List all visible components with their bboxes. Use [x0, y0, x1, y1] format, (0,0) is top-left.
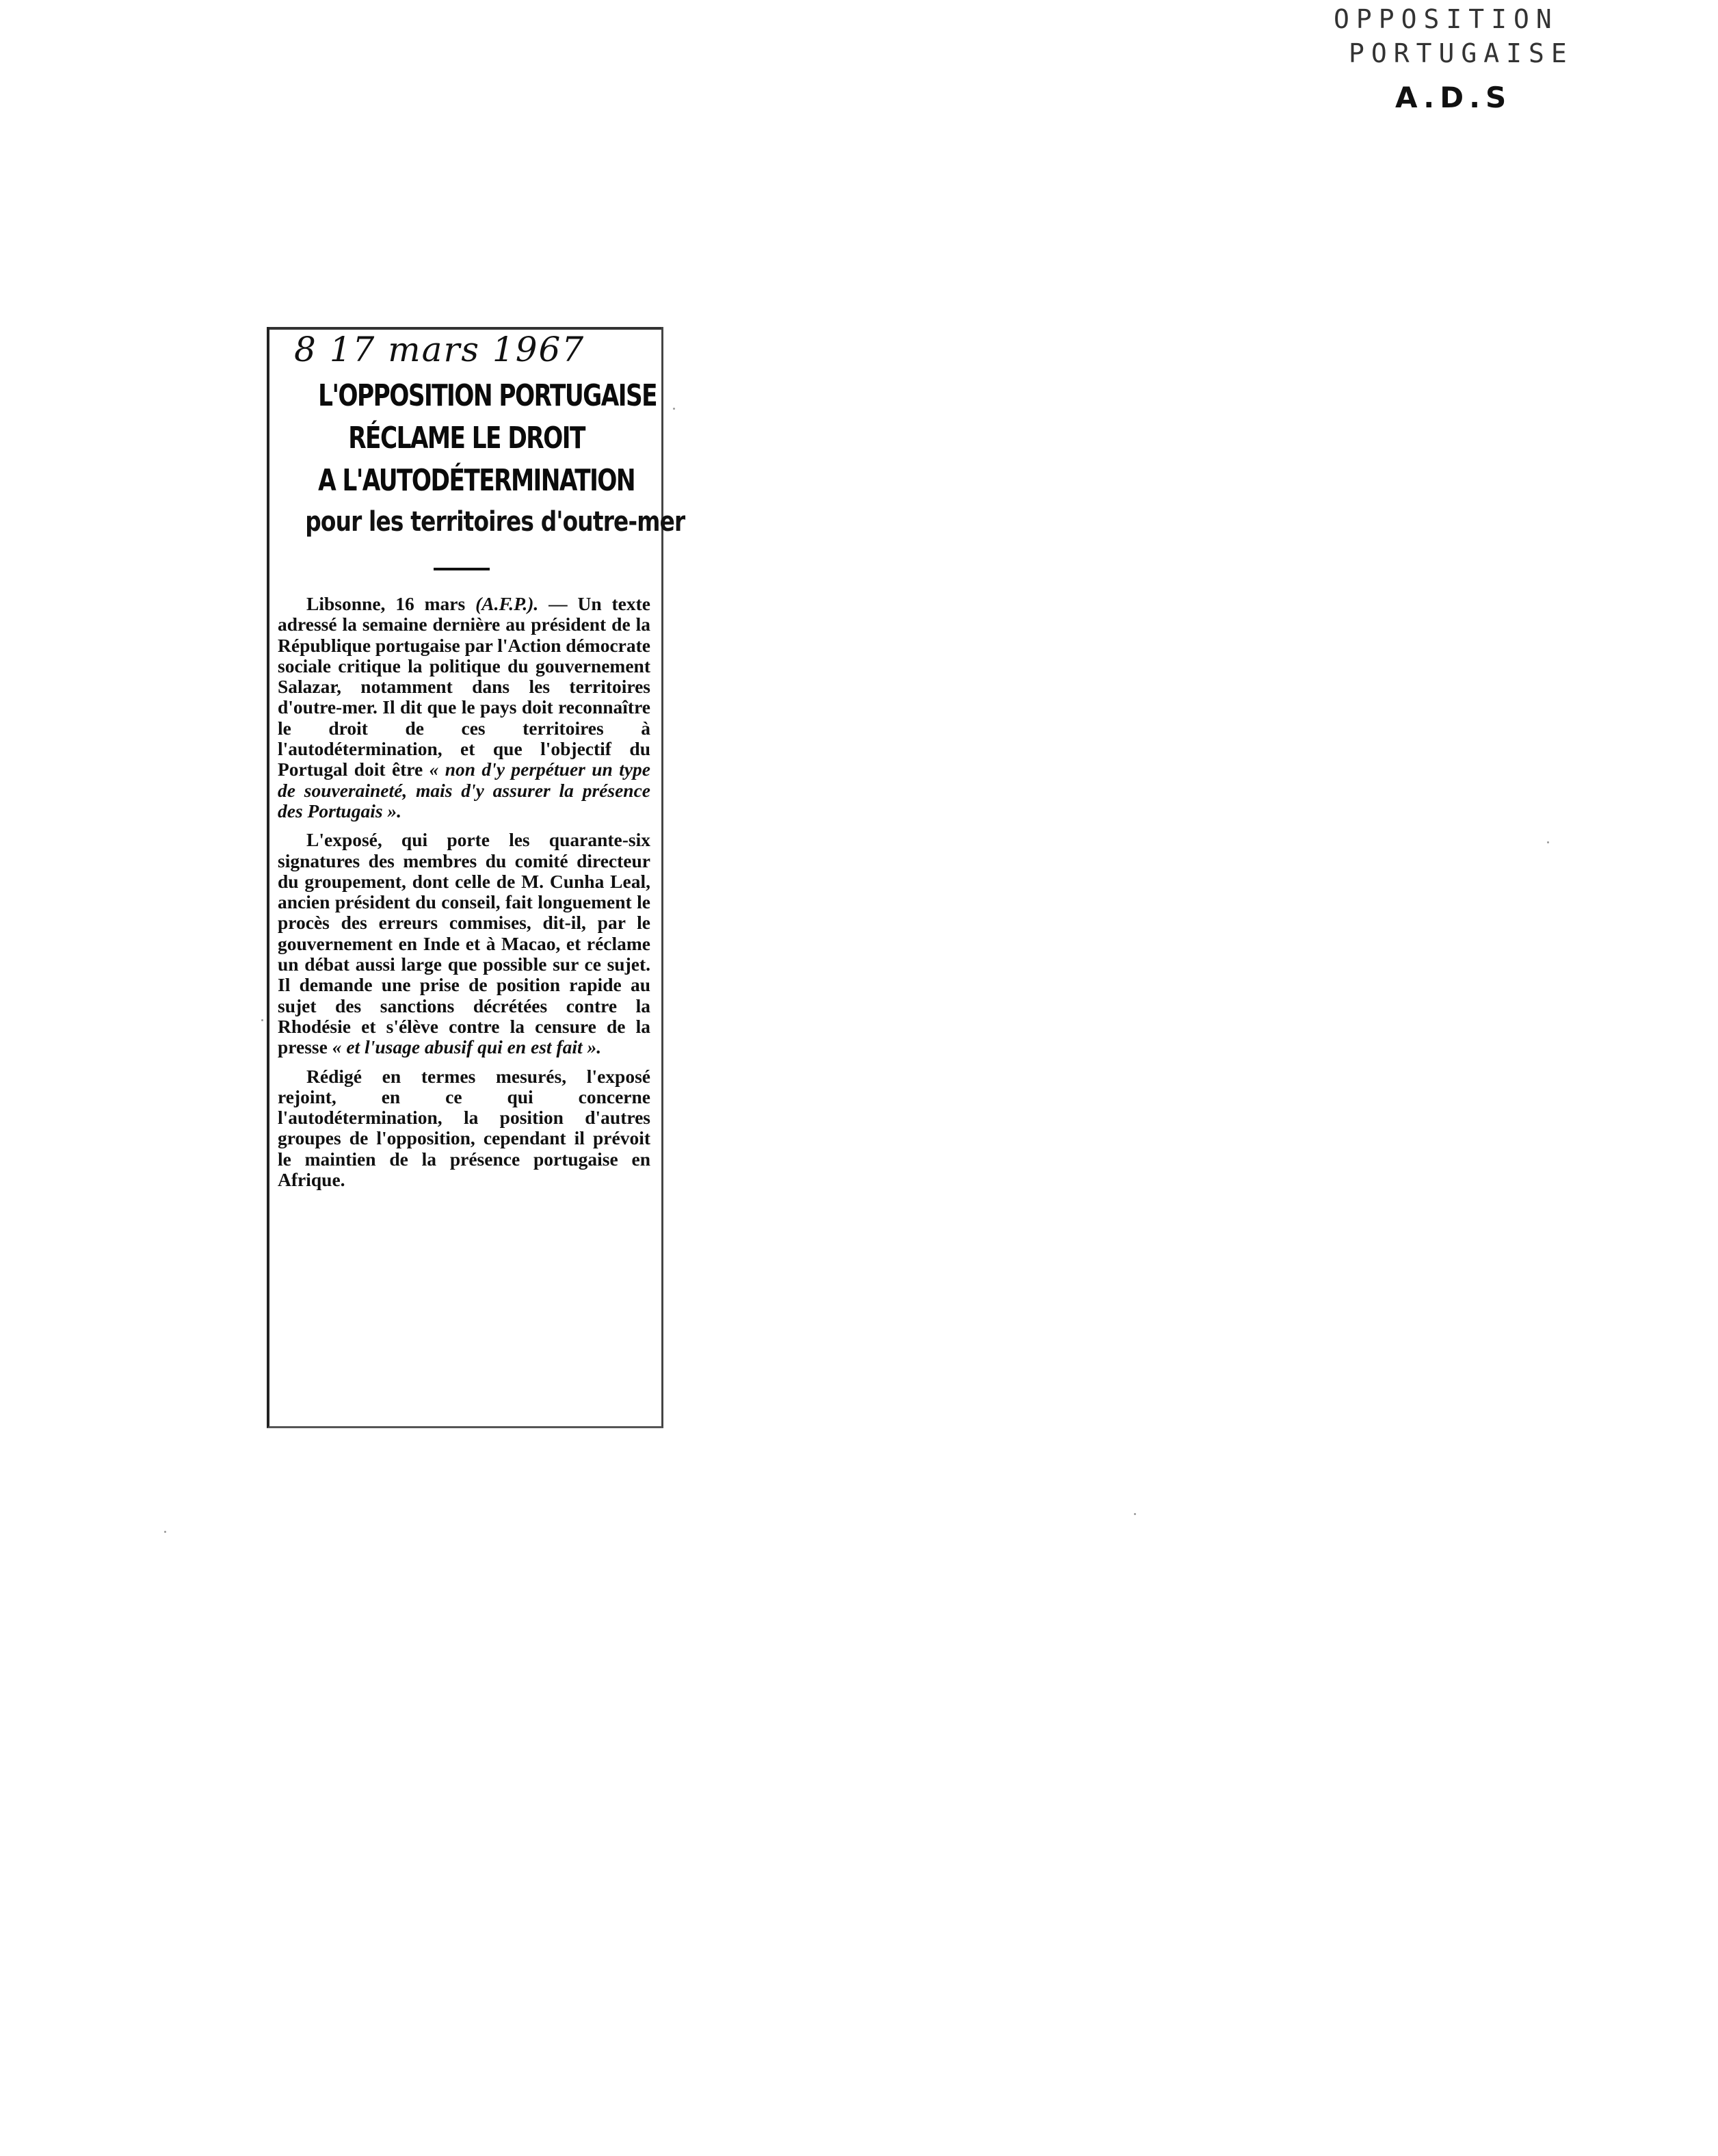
scan-speck [261, 1019, 263, 1021]
archive-annotation-code: A.D.S [1395, 81, 1512, 114]
headline-line-1: L'OPPOSITION PORTUGAISE [318, 378, 657, 413]
paragraph-3: Rédigé en termes mesurés, l'exposé rejoint, en ce qui concerne l'autodétermination, la position d'autres groupes de l'opposition, cependant il prévoit le maintien de la présence portugaise en Afrique. [278, 1065, 650, 1191]
archive-annotation-line-1: OPPOSITION [1334, 4, 1559, 34]
paragraph-2-quote: « et l'usage abusif qui en est fait ». [332, 1036, 602, 1058]
scan-speck [164, 1531, 166, 1533]
archive-annotation-line-2: PORTUGAISE [1349, 38, 1574, 68]
paragraph-1-quote: « non d'y perpétuer un type de souveraineté, mais d'y assurer la présence des Portugais ». [278, 759, 650, 821]
separator-rule [434, 568, 490, 570]
article-body [278, 594, 650, 1198]
scan-speck [1547, 841, 1549, 843]
subheadline: pour les territoires d'outre-mer [305, 506, 685, 538]
paragraph-2-text: L'exposé, qui porte les quarante-six signatures des membres du comité directeur du groupement, dont celle de M. Cunha Leal, ancien président du conseil, fait longuement le procès des erreurs commises, dit-il, par le gouvernement en Inde et à Macao, et réclame un débat aussi large que possible sur ce sujet. Il demande une prise de position rapide au sujet des sanctions décrétées contre la Rhodésie et s'élève contre la censure de la presse [278, 829, 650, 1058]
headline-line-2: RÉCLAME LE DROIT [348, 421, 585, 456]
headline-line-3: A L'AUTODÉTERMINATION [318, 463, 635, 498]
scan-speck [1134, 1513, 1136, 1515]
newspaper-clipping [267, 327, 685, 1428]
paragraph-2 [278, 830, 650, 1057]
agency-credit: (A.F.P.). [475, 593, 539, 614]
scan-speck [673, 408, 675, 410]
paragraph-1 [278, 594, 650, 821]
dateline: Libsonne, 16 mars [306, 593, 466, 614]
paragraph-1-text: — Un texte adressé la semaine dernière au président de la République portugaise par l'Action démocrate sociale critique la politique du gouvernement Salazar, notamment dans les territoires d'outre-mer. Il dit que le pays doit reconnaître le droit de ces territoires à l'autodétermination, et que l'objectif du Portugal doit être [278, 593, 650, 780]
headline [318, 375, 657, 502]
handwritten-date: 8 17 mars 1967 [294, 330, 585, 369]
